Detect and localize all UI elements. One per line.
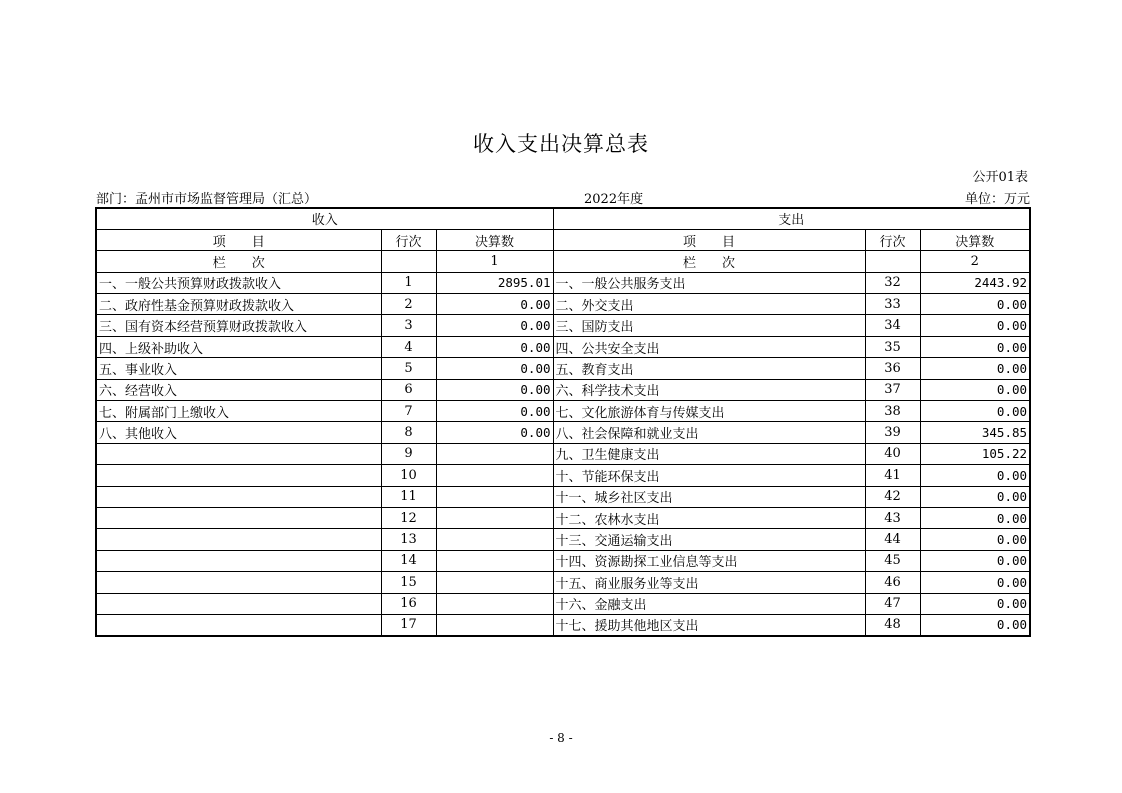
income-amount-cell: 0.00: [436, 401, 553, 422]
income-item-cell: [96, 507, 381, 528]
income-column-blank: [381, 251, 436, 272]
expense-rowno-cell: 47: [865, 593, 920, 614]
expense-amount-cell: 0.00: [920, 294, 1030, 315]
expense-rowno-cell: 41: [865, 465, 920, 486]
expense-amount-header: 决算数: [920, 229, 1030, 250]
income-rowno-cell: 3: [381, 315, 436, 336]
income-column-index: 1: [436, 251, 553, 272]
expense-amount-cell: 0.00: [920, 486, 1030, 507]
expense-rowno-cell: 37: [865, 379, 920, 400]
section-header-row: [96, 208, 1030, 229]
expense-item-cell: 十五、商业服务业等支出: [553, 572, 865, 593]
expense-item-cell: 十六、金融支出: [553, 593, 865, 614]
expense-item-cell: 五、教育支出: [553, 358, 865, 379]
income-rowno-cell: 16: [381, 593, 436, 614]
table-row: [96, 465, 1030, 486]
expense-rowno-cell: 42: [865, 486, 920, 507]
expense-section-header: 支出: [553, 208, 1030, 229]
table-body: [96, 272, 1030, 636]
expense-item-cell: 四、公共安全支出: [553, 336, 865, 357]
expense-item-cell: 十、节能环保支出: [553, 465, 865, 486]
expense-column-index: 2: [920, 251, 1030, 272]
table-row: [96, 401, 1030, 422]
income-amount-cell: 2895.01: [436, 272, 553, 293]
table-row: [96, 379, 1030, 400]
expense-rowno-cell: 32: [865, 272, 920, 293]
income-rowno-cell: 8: [381, 422, 436, 443]
expense-item-cell: 十三、交通运输支出: [553, 529, 865, 550]
income-rowno-cell: 9: [381, 443, 436, 464]
table-row: [96, 294, 1030, 315]
expense-item-header: 项 目: [553, 229, 865, 250]
income-amount-cell: [436, 529, 553, 550]
income-item-cell: [96, 529, 381, 550]
expense-item-cell: 六、科学技术支出: [553, 379, 865, 400]
income-item-cell: 五、事业收入: [96, 358, 381, 379]
income-rowno-cell: 13: [381, 529, 436, 550]
column-header-row: [96, 229, 1030, 250]
income-rowno-cell: 17: [381, 614, 436, 635]
expense-rowno-cell: 48: [865, 614, 920, 635]
income-rowno-cell: 2: [381, 294, 436, 315]
income-rowno-cell: 7: [381, 401, 436, 422]
expense-amount-cell: 0.00: [920, 401, 1030, 422]
income-rowno-cell: 15: [381, 572, 436, 593]
expense-amount-cell: 0.00: [920, 550, 1030, 571]
income-amount-cell: 0.00: [436, 336, 553, 357]
budget-table: [95, 207, 1031, 637]
income-rowno-cell: 1: [381, 272, 436, 293]
expense-amount-cell: 0.00: [920, 507, 1030, 528]
income-item-cell: [96, 550, 381, 571]
income-amount-cell: 0.00: [436, 358, 553, 379]
table-row: [96, 336, 1030, 357]
expense-rowno-cell: 40: [865, 443, 920, 464]
expense-amount-cell: 0.00: [920, 572, 1030, 593]
table-row: [96, 593, 1030, 614]
expense-rowno-cell: 43: [865, 507, 920, 528]
expense-rowno-cell: 39: [865, 422, 920, 443]
expense-item-cell: 三、国防支出: [553, 315, 865, 336]
income-item-cell: 四、上级补助收入: [96, 336, 381, 357]
expense-rowno-cell: 34: [865, 315, 920, 336]
fiscal-year: 2022年度: [584, 192, 644, 207]
expense-amount-cell: 0.00: [920, 529, 1030, 550]
expense-rowno-cell: 38: [865, 401, 920, 422]
income-item-cell: [96, 486, 381, 507]
income-amount-cell: [436, 550, 553, 571]
income-rowno-cell: 5: [381, 358, 436, 379]
income-rowno-cell: 4: [381, 336, 436, 357]
income-amount-cell: [436, 465, 553, 486]
income-rowno-cell: 6: [381, 379, 436, 400]
expense-amount-cell: 345.85: [920, 422, 1030, 443]
expense-column-blank: [865, 251, 920, 272]
form-number: 公开01表: [972, 170, 1028, 185]
income-column-label: 栏 次: [96, 251, 381, 272]
income-rowno-cell: 12: [381, 507, 436, 528]
income-amount-cell: 0.00: [436, 315, 553, 336]
table-row: [96, 422, 1030, 443]
department-label: 部门：孟州市市场监督管理局（汇总）: [96, 192, 318, 207]
income-item-cell: 七、附属部门上缴收入: [96, 401, 381, 422]
expense-item-cell: 十一、城乡社区支出: [553, 486, 865, 507]
income-item-cell: 二、政府性基金预算财政拨款收入: [96, 294, 381, 315]
table-row: [96, 550, 1030, 571]
expense-amount-cell: 0.00: [920, 379, 1030, 400]
income-amount-cell: [436, 443, 553, 464]
expense-item-cell: 十七、援助其他地区支出: [553, 614, 865, 635]
page-number: - 8 -: [549, 731, 573, 745]
expense-item-cell: 八、社会保障和就业支出: [553, 422, 865, 443]
income-item-cell: 八、其他收入: [96, 422, 381, 443]
expense-rowno-cell: 46: [865, 572, 920, 593]
expense-item-cell: 十二、农林水支出: [553, 507, 865, 528]
income-amount-cell: 0.00: [436, 294, 553, 315]
expense-amount-cell: 105.22: [920, 443, 1030, 464]
expense-amount-cell: 0.00: [920, 358, 1030, 379]
expense-rowno-cell: 44: [865, 529, 920, 550]
expense-rowno-cell: 45: [865, 550, 920, 571]
income-item-cell: 六、经营收入: [96, 379, 381, 400]
expense-amount-cell: 0.00: [920, 465, 1030, 486]
income-item-cell: [96, 465, 381, 486]
table-row: [96, 507, 1030, 528]
table-row: [96, 443, 1030, 464]
expense-rowno-header: 行次: [865, 229, 920, 250]
unit-label: 单位：万元: [964, 192, 1030, 207]
column-index-row: [96, 251, 1030, 272]
income-rowno-header: 行次: [381, 229, 436, 250]
table-row: [96, 614, 1030, 635]
report-meta: [96, 188, 1030, 206]
income-amount-cell: [436, 593, 553, 614]
expense-rowno-cell: 36: [865, 358, 920, 379]
income-item-cell: [96, 572, 381, 593]
income-amount-cell: 0.00: [436, 379, 553, 400]
income-item-cell: 一、一般公共预算财政拨款收入: [96, 272, 381, 293]
income-item-header: 项 目: [96, 229, 381, 250]
expense-item-cell: 九、卫生健康支出: [553, 443, 865, 464]
table-row: [96, 315, 1030, 336]
income-amount-header: 决算数: [436, 229, 553, 250]
income-amount-cell: [436, 614, 553, 635]
expense-item-cell: 二、外交支出: [553, 294, 865, 315]
table-row: [96, 572, 1030, 593]
table-row: [96, 358, 1030, 379]
income-amount-cell: [436, 572, 553, 593]
income-rowno-cell: 14: [381, 550, 436, 571]
expense-item-cell: 十四、资源勘探工业信息等支出: [553, 550, 865, 571]
income-item-cell: [96, 614, 381, 635]
table-row: [96, 529, 1030, 550]
income-item-cell: [96, 443, 381, 464]
income-item-cell: 三、国有资本经营预算财政拨款收入: [96, 315, 381, 336]
expense-item-cell: 七、文化旅游体育与传媒支出: [553, 401, 865, 422]
income-rowno-cell: 11: [381, 486, 436, 507]
income-amount-cell: [436, 507, 553, 528]
expense-column-label: 栏 次: [553, 251, 865, 272]
expense-amount-cell: 2443.92: [920, 272, 1030, 293]
income-rowno-cell: 10: [381, 465, 436, 486]
income-amount-cell: [436, 486, 553, 507]
expense-amount-cell: 0.00: [920, 614, 1030, 635]
income-amount-cell: 0.00: [436, 422, 553, 443]
table-row: [96, 486, 1030, 507]
expense-amount-cell: 0.00: [920, 593, 1030, 614]
expense-amount-cell: 0.00: [920, 315, 1030, 336]
income-item-cell: [96, 593, 381, 614]
income-section-header: 收入: [96, 208, 553, 229]
expense-amount-cell: 0.00: [920, 336, 1030, 357]
expense-rowno-cell: 33: [865, 294, 920, 315]
expense-item-cell: 一、一般公共服务支出: [553, 272, 865, 293]
expense-rowno-cell: 35: [865, 336, 920, 357]
page-title: 收入支出决算总表: [473, 132, 649, 156]
table-row: [96, 272, 1030, 293]
